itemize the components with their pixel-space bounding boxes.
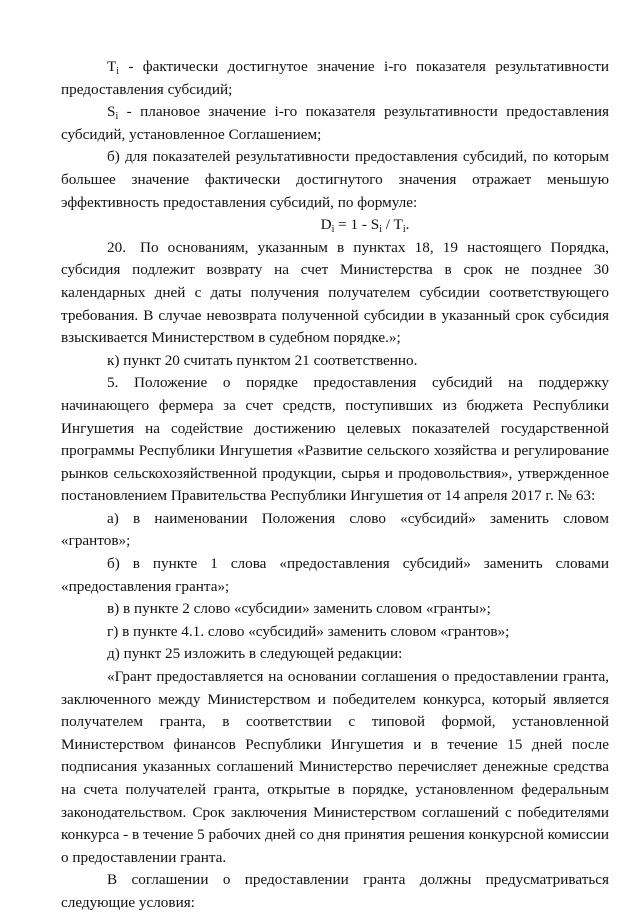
ti-subscript: i: [116, 66, 120, 77]
paragraph-d: д) пункт 25 изложить в следующей редакции:: [107, 645, 403, 663]
paragraph-k: к) пункт 20 считать пунктом 21 соответственно.: [107, 351, 418, 369]
paragraph-b-formula-intro: б) для показателей результативности предоставления субсидий, по которым большее значение фактически достигнутого значения отражает меньшую эффективность предоставления субсидий, по формуле:: [61, 148, 609, 211]
paragraph-a: а) в наименовании Положения слово «субсидий» заменить словом «грантов»;: [61, 509, 609, 550]
paragraph-si-definition: [61, 101, 609, 146]
paragraph-grant-quote: «Грант предоставляется на основании соглашения о предоставлении гранта, заключенного между Министерством и победителем конкурса, который является получателем гранта, в соответствии с типовой формой, установленной Министерством финансов Республики Ингушетия и в течение 15 дней после подписания указанных соглашений Министерство перечисляет денежные средства на счета получателей гранта, открытые в порядке, установленном федеральным законодательством. Срок заключения Министерством соглашений с победителями конкурса - в течение 5 рабочих дней со дня принятия решения конкурсной комиссии о предоставлении гранта.: [61, 668, 610, 866]
formula-period: .: [405, 216, 410, 234]
paragraph-v: в) в пункте 2 слово «субсидии» заменить словом «гранты»;: [107, 600, 491, 618]
si-symbol: S: [107, 103, 116, 121]
paragraph-20: [61, 237, 609, 350]
paragraph-20-number: 20.: [107, 238, 126, 256]
ti-definition-text: - фактически достигнутое значение i-го показателя результативности предоставления субсидий;: [61, 58, 609, 98]
formula-di-symbol: D: [320, 216, 332, 234]
formula-di: [61, 214, 609, 237]
formula-ti-part: / T: [381, 216, 403, 234]
formula-si-part: = 1 - S: [334, 216, 380, 234]
formula-di-subscript: i: [331, 224, 335, 236]
paragraph-5-regulation: 5. Положение о порядке предоставления субсидий на поддержку начинающего фермера за счет средств, поступивших из бюджета Республики Ингушетия на содействие достижению целевых показателей государственной программы Республики Ингушетия «Развитие сельского хозяйства и регулирование рынков сельскохозяйственной продукции, сырья и продовольствия», утвержденное постановлением Правительства Республики Ингушетия от 14 апреля 2017 г. № 63:: [61, 374, 609, 505]
formula-ti-subscript: i: [402, 224, 406, 236]
formula-si-subscript: i: [379, 224, 382, 236]
si-subscript: i: [115, 111, 119, 123]
ti-symbol: T: [107, 58, 117, 75]
paragraph-agreement-conditions: В соглашении о предоставлении гранта должны предусматриваться следующие условия:: [61, 871, 609, 911]
paragraph-ti-definition: [61, 56, 609, 101]
paragraph-20-text: По основаниям, указанным в пунктах 18, 19 настоящего Порядка, субсидия подлежит возврату на счет Министерства в срок не позднее 30 календарных дней с даты получения получателем субсидии соответствующего требования. В случае невозврата полученной субсидии в указанный срок субсидия взыскивается Министерством в судебном порядке.»;: [61, 238, 609, 347]
paragraph-b: б) в пункте 1 слова «предоставления субсидий» заменить словами «предоставления гранта»;: [61, 555, 609, 595]
si-definition-text: - плановое значение i-го показателя результативности предоставления субсидий, установленное Соглашением;: [61, 103, 609, 143]
paragraph-g: г) в пункте 4.1. слово «субсидий» заменить словом «грантов»;: [107, 622, 510, 640]
